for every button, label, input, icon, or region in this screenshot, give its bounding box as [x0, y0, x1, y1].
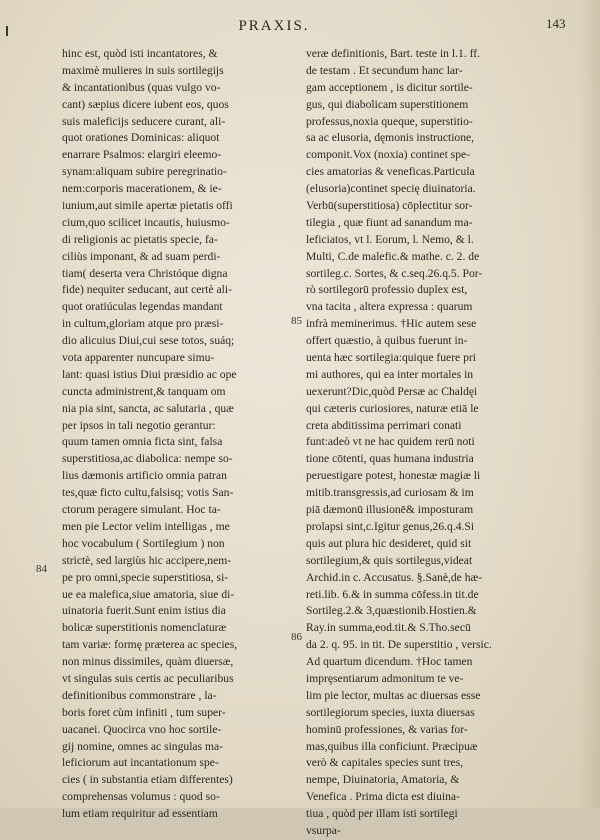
text-line: rò sortilegorū professio duplex est, — [306, 283, 468, 297]
text-line: peruestigare potest, honestæ magiæ li — [306, 469, 481, 483]
text-line: Sortileg.2.& 3,quæstionib.Hostien.& — [306, 604, 477, 618]
text-line: sortilegiorum species, iuxta diuersas — [306, 705, 475, 719]
text-line: uenta hæc sortilegia:quique fuere pri — [306, 351, 476, 365]
text-line: quot oratiúculas legendas mandant — [62, 300, 223, 314]
text-line: iunium,aut simile apertæ pietatis offi — [62, 199, 233, 213]
text-line: tam variæ: formę præterea ac species, — [62, 638, 238, 652]
text-line: cium,quo scilicet incautis, huiusmo- — [62, 215, 230, 229]
text-line: mas,quibus illa conficiunt. Præcipuæ — [306, 739, 478, 753]
text-line: Ad quartum dicendum. †Hoc tamen — [306, 655, 473, 669]
text-line: professus,noxia queque, superstitio- — [306, 114, 473, 128]
text-line: strictè, sed largiùs hic accipere,nem- — [62, 553, 232, 567]
text-line: vota apparenter nuncupare simu- — [62, 351, 215, 365]
text-line: uexerunt?Dic,quòd Persæ ac Chaldęi — [306, 384, 478, 398]
text-line: Multi, C.de malefic.& mathe. c. 2. de — [306, 249, 480, 263]
text-line: vsurpa- — [306, 823, 341, 837]
text-line: fide) nequiter seducant, aut certè ali- — [62, 283, 232, 297]
text-line: quis aut plura hic desideret, quid sit — [306, 536, 472, 550]
text-line: superstitiosa,ac diabolica: nempe so- — [62, 452, 233, 466]
text-line: hoc vocabulum ( Sortilegium ) non — [62, 536, 225, 550]
right-column — [306, 46, 538, 840]
text-line: reti.lib. 6.& in summa cōfess.in tit.de — [306, 587, 479, 601]
text-line: Verbū(superstitiosa) cōplectitur sor- — [306, 199, 473, 213]
text-line: quot orationes Dominicas: aliquot — [62, 131, 220, 145]
text-line: infrà meminerimus. †Hic autem sese — [306, 317, 477, 331]
text-line: da 2. q. 95. in tit. De superstitio , versic. — [306, 638, 492, 652]
text-line: gam acceptionem , is dicitur sortile- — [306, 80, 473, 94]
text-line: qui cæteris curiosiores, naturæ etiā le — [306, 401, 479, 415]
left-column — [62, 46, 286, 823]
text-line: cies ( in substantia etiam differentes) — [62, 773, 233, 787]
text-line: lant: quasi istius Diui præsidio ac ope — [62, 367, 237, 381]
text-line: sa ac elusoria, dęmonis instructione, — [306, 131, 475, 145]
text-line: (elusoria)continet specię diuinatoria. — [306, 182, 476, 196]
text-line: comprehensas volumus : quod so- — [62, 790, 220, 804]
text-line: non minus dissimiles, quàm diuersæ, — [62, 655, 234, 669]
text-line: lius dæmonis artificio omnia patran — [62, 469, 227, 483]
text-line: bolicæ superstitionis nomenclaturæ — [62, 621, 227, 635]
text-line: dio alicuius Diui,cui sese totos, suáq; — [62, 334, 235, 348]
text-line: & incantationibus (quas vulgo vo- — [62, 80, 221, 94]
text-line: imprȩsentiarum admonitum te ve- — [306, 671, 464, 685]
page-number: 143 — [546, 16, 566, 31]
text-line: nia pia sint, sancta, ac salutaria , quæ — [62, 401, 234, 415]
page-header — [0, 10, 600, 40]
text-line: di religionis ac pietatis specie, fa- — [62, 232, 218, 246]
text-line: tiam( deserta vera Christóque digna — [62, 266, 228, 280]
text-line: funt:adeò vt ne hac quidem rerū noti — [306, 435, 475, 449]
text-line: per ipsos in tali negotio gerantur: — [62, 418, 216, 432]
margin-note: 85 — [291, 315, 302, 327]
text-line: ctorum peragere simulant. Hoc ta- — [62, 503, 221, 517]
page-edge-shade — [580, 0, 600, 808]
text-line: maximè mulieres in suis sortilegijs — [62, 63, 224, 77]
text-line: ciliùs imponant, & ad suam perdi- — [62, 249, 221, 263]
text-line: creta abditissima perrimari conati — [306, 418, 462, 432]
text-line: boris foret cùm infiniti , tum super- — [62, 705, 226, 719]
text-line: cant) sæpius dicere iubent eos, quos — [62, 97, 229, 111]
text-line: tione cōtenti, quas humana industria — [306, 452, 474, 466]
text-line: synam:aliquam subire peregrinatio- — [62, 165, 227, 179]
text-line: enarrare Psalmos: elargiri eleemo- — [62, 148, 222, 162]
text-line: tilegia , quæ fiunt ad sanandum ma- — [306, 215, 473, 229]
text-line: uacanei. Quocirca vno hoc sortile- — [62, 722, 222, 736]
text-line: vt singulas suis certis ac peculiaribus — [62, 671, 234, 685]
text-line: ue ea malefica,siue amatoria, siue di- — [62, 587, 235, 601]
text-line: men pie Lector velim intelligas , me — [62, 519, 230, 533]
text-line: cuncta administrent,& tanquam om — [62, 384, 226, 398]
text-line: hominū professiones, & varias for- — [306, 722, 468, 736]
running-title: PRAXIS. — [238, 18, 310, 34]
text-line: de testam . Et secundum hanc lar- — [306, 63, 463, 77]
text-line: pe pro omni,specie superstitiosa, si- — [62, 570, 229, 584]
margin-note: 86 — [291, 631, 302, 643]
text-line: gij nomine, omnes ac singulas ma- — [62, 739, 223, 753]
text-line: lim pie lector, multas ac diuersas esse — [306, 688, 481, 702]
text-line: nem:corporis macerationem, & ie- — [62, 182, 222, 196]
text-line: suis maleficijs seducere curant, ali- — [62, 114, 226, 128]
text-line: hinc est, quòd isti incantatores, & — [62, 47, 218, 60]
text-line: in cultum,gloriam atque pro præsi- — [62, 317, 224, 331]
text-line: Venefica . Prima dicta est diuina- — [306, 790, 460, 804]
text-line: leficiorum aut incantationum spe- — [62, 756, 219, 770]
margin-note: 84 — [36, 563, 47, 575]
text-line: mitib.transgressis,ad curiosam & im — [306, 486, 474, 500]
text-line: tes,quæ ficto cultu,falsisq; votis San- — [62, 486, 234, 500]
text-line: veræ definitionis, Bart. teste in l.1. ff. — [306, 47, 480, 60]
text-line: leficiatos, vt l. Eorum, l. Nemo, & l. — [306, 232, 474, 246]
text-line: verò & capitales species sunt tres, — [306, 756, 464, 770]
text-line: definitionibus commonstrare , la- — [62, 688, 217, 702]
text-line: uinatoria fuerit.Sunt enim istius dia — [62, 604, 226, 618]
text-line: lum etiam requiritur ad essentiam — [62, 807, 218, 821]
text-line: vna tacita , altera expressa : quarum — [306, 300, 473, 314]
text-line: mi authores, qui ea inter mortales in — [306, 367, 474, 381]
text-line: tiua , quòd per illam isti sortilegi — [306, 807, 458, 821]
text-line: offert quæstio, à quibus fuerunt in- — [306, 334, 468, 348]
text-line: quum tamen omnia ficta sint, falsa — [62, 435, 223, 449]
text-line: sortilegium,& quis sortilegus,videat — [306, 553, 473, 567]
text-line: sortileg.c. Sortes, & c.seq.26.q.5. Por- — [306, 266, 483, 280]
text-line: prolapsi sint,c.Igitur genus,26.q.4.Si — [306, 519, 475, 533]
text-line: componit.Vox (noxia) continet spe- — [306, 148, 470, 162]
text-line: piā dæmonū illusionē& imposturam — [306, 503, 474, 517]
text-line: gus, qui diabolicam superstitionem — [306, 97, 469, 111]
text-line: nempe, Diuinatoria, Amatoria, & — [306, 773, 460, 787]
text-line: Ray.in summa,eod.tit.& S.Tho.secū — [306, 621, 471, 635]
text-line: Archid.in c. Accusatus. §.Sanè,de hæ- — [306, 570, 483, 584]
text-line: cies amatorias & veneficas.Particula — [306, 165, 475, 179]
